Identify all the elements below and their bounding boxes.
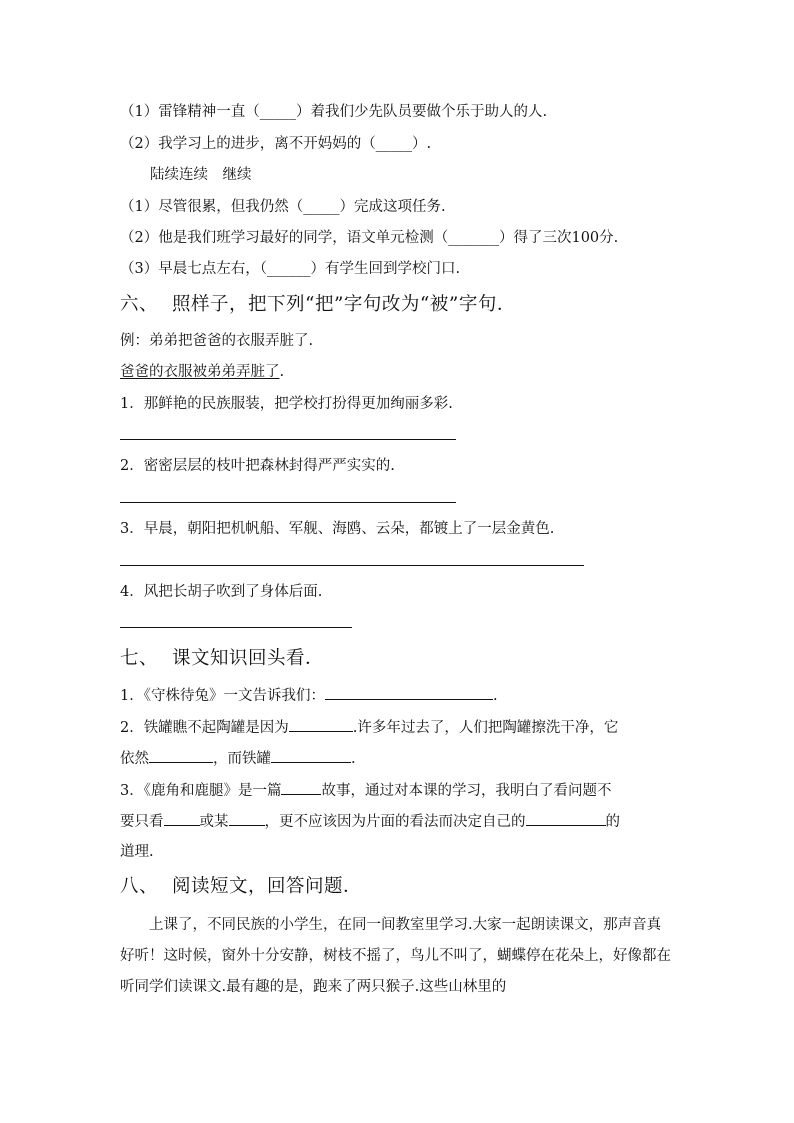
s7-q3-text-d: 或某: [199, 814, 229, 830]
s7-q3-blank-2[interactable]: [164, 811, 200, 826]
s7-q2-end: .: [351, 751, 356, 767]
s5-line-4: （2）他是我们班学习最好的同学，语文单元检测（_______）得了三次100分.: [120, 230, 619, 246]
section7-title: 课文知识回头看．: [172, 648, 325, 669]
s7-q3-text-a: 3．《鹿角和鹿腿》是一篇: [120, 783, 282, 799]
s6-answer-line-4[interactable]: [120, 627, 352, 628]
s5-line-5: （3）早晨七点左右，（______）有学生回到学校门口.: [120, 261, 461, 277]
s7-q2-text-d: ，而铁罐: [213, 751, 271, 767]
section7-number: 七、: [120, 648, 159, 669]
section7-heading: [120, 647, 324, 671]
s5-line-1: （1）雷锋精神一直（_____）着我们少先队员要做个乐于助人的人.: [120, 104, 548, 120]
s6-answer-line-1[interactable]: [120, 439, 456, 440]
section8-heading: [120, 875, 362, 899]
s6-question-4: 4．风把长胡子吹到了身体后面.: [120, 584, 323, 600]
s6-answer-line-2[interactable]: [120, 502, 456, 503]
s7-q3-blank-4[interactable]: [526, 811, 606, 826]
s7-question-2-line-2: [120, 748, 356, 769]
s6-example-answer-line: [120, 362, 284, 382]
s6-example: [120, 331, 313, 351]
s7-question-1: [120, 685, 498, 706]
section6-number: 六、: [120, 294, 159, 315]
s5-word-options: 陆续连续 继续: [150, 167, 252, 183]
s7-q3-text-c: 要只看: [120, 814, 164, 830]
section6-title: 照样子，把下列“把”字句改为“被”字句．: [172, 294, 516, 315]
s7-question-3-line-1: [120, 780, 611, 801]
s7-q2-blank-1[interactable]: [289, 717, 353, 732]
s5-line-3: （1）尽管很累，但我仍然（_____）完成这项任务.: [120, 199, 446, 215]
s6-example-answer-suffix: .: [279, 364, 285, 380]
s7-question-2-line-1: [120, 717, 618, 738]
s5-line-2: （2）我学习上的进步，离不开妈妈的（_____）.: [120, 136, 432, 152]
s7-question-3-line-3: 道理.: [120, 844, 154, 860]
s8-passage: 上课了，不同民族的小学生，在同一间教室里学习.大家一起朗读课文，那声音真好听！这时候，窗外十分安静，树枝不摇了，鸟儿不叫了，蝴蝶停在花朵上，好像都在听同学们读课文.最有趣的是，跑来了两只猴子.这些山林里的: [120, 917, 671, 995]
s7-q1-end: .: [492, 688, 498, 704]
s7-q3-text-f: 的: [605, 814, 620, 830]
s7-q2-blank-3[interactable]: [271, 748, 351, 763]
section6-heading: [120, 293, 516, 317]
s7-q2-text-c: 依然: [120, 751, 149, 767]
s7-q3-blank-1[interactable]: [281, 780, 321, 795]
s6-example-text: 弟弟把爸爸的衣服弄脏了.: [149, 333, 314, 349]
s6-question-1: 1．那鲜艳的民族服装，把学校打扮得更加绚丽多彩.: [120, 396, 453, 412]
s7-q1-text: 1．《守株待兔》一文告诉我们：: [120, 688, 325, 704]
s7-q1-blank[interactable]: [325, 685, 493, 700]
s7-q3-text-e: ，更不应该因为片面的看法而决定自己的: [264, 814, 526, 830]
s7-q3-blank-3[interactable]: [229, 811, 265, 826]
s7-question-3-line-2: [120, 811, 620, 832]
section8-title: 阅读短文，回答问题．: [172, 876, 363, 897]
s6-question-3: 3．早晨，朝阳把机帆船、军舰、海鸥、云朵，都镀上了一层金黄色.: [120, 521, 555, 537]
s6-answer-line-3[interactable]: [120, 565, 584, 566]
s6-example-prefix: 例：: [120, 333, 149, 349]
s7-q2-text-a: 2．铁罐瞧不起陶罐是因为: [120, 720, 289, 736]
s7-q2-text-b: .许多年过去了，人们把陶罐擦洗干净，它: [352, 720, 619, 736]
s7-q2-blank-2[interactable]: [149, 748, 213, 763]
s6-question-2: 2．密密层层的枝叶把森林封得严严实实的.: [120, 458, 395, 474]
section8-number: 八、: [120, 876, 159, 897]
s7-q3-text-b: 故事，通过对本课的学习，我明白了看问题不: [321, 783, 612, 799]
s6-example-answer: 爸爸的衣服被弟弟弄脏了: [120, 364, 280, 380]
